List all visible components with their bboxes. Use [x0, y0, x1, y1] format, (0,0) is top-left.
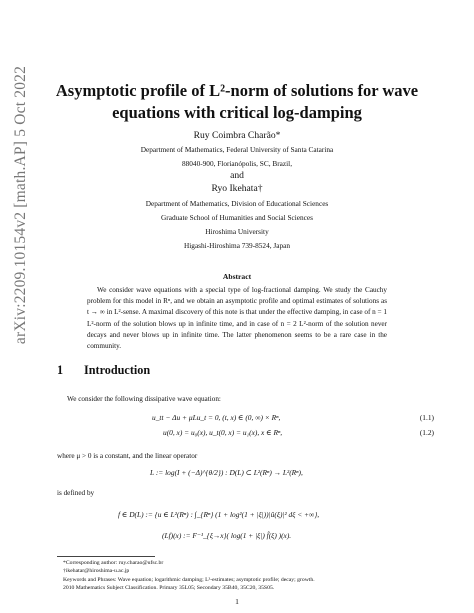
author-1-affiliation-1: Department of Mathematics, Federal University of Santa Catarina [140, 145, 334, 154]
footnote-keywords: Keywords and Phrases: Wave equation; logarithmic damping; L²-estimates; asymptotic profile; decay; growth. [63, 576, 315, 583]
where-sentence: where μ > 0 is a constant, and the linear operator [57, 452, 198, 460]
footnotes [57, 559, 437, 592]
abstract-text: We consider wave equations with a special type of log-fractional damping. We study the Cauchy problem for this model in Rⁿ, and we obtain an asymptotic profile and optimal estimates of solutions as t → ∞ in L²-sense. A maximal discovery of this note is that under the effective damping, in case of n = 1 L²-norm of the solution blows up in infinite time, and in case of n = 2 L²-norm of the solution never decays and never blows up in infinite time. The latter phenomenon seems to be a rare case in the community. [87, 286, 387, 351]
author-2: Ryo Ikehata† [211, 183, 263, 194]
equation-1-2-number: (1.2) [419, 428, 434, 437]
author-2-affiliation-4: Higashi-Hiroshima 739-8524, Japan [184, 241, 290, 250]
page-number: 1 [235, 597, 239, 606]
author-2-affiliation-3: Hiroshima University [205, 227, 269, 236]
footnote-rule [57, 556, 155, 557]
section-title: Introduction [84, 363, 151, 377]
authors-and: and [230, 170, 244, 181]
domain-definition: f ∈ D(L) := {u ∈ L²(Rⁿ) : ∫_{Rⁿ} (1 + log²(1 + |ξ|))|û(ξ)|² dξ < +∞}, [118, 510, 320, 519]
equation-1-1: u_tt − Δu + μLu_t = 0, (t, x) ∈ (0, ∞) × Rⁿ, [152, 413, 281, 422]
equation-1-2: u(0, x) = u₀(x), u_t(0, x) = u₁(x), x ∈ Rⁿ, [163, 428, 283, 437]
footnote-email: †ikehatar@hiroshima-u.ac.jp [63, 568, 130, 575]
arxiv-id: arXiv:2209.10154v2 [math.AP] 5 Oct 2022 [12, 65, 29, 345]
intro-sentence: We consider the following dissipative wave equation: [67, 395, 221, 403]
operator-action: (Lf)(x) := F⁻¹_{ξ→x}( log(1 + |ξ|) f̂(ξ) )(x). [162, 531, 292, 540]
section-heading [57, 363, 150, 378]
defined-by-text: is defined by [57, 489, 95, 497]
section-number: 1 [57, 363, 64, 377]
author-2-affiliation-2: Graduate School of Humanities and Social Sciences [161, 213, 313, 222]
abstract-heading: Abstract [222, 272, 252, 281]
equation-1-1-number: (1.1) [419, 413, 434, 422]
author-2-affiliation-1: Department of Mathematics, Division of Educational Sciences [145, 199, 329, 208]
paper-title [0, 80, 474, 124]
footnote-corresponding-author: *Corresponding author: ruy.charao@ufsc.br [63, 560, 164, 566]
operator-definition: L := log(I + (−Δ)^{θ/2}) : D(L) ⊂ L²(Rⁿ) → L²(Rⁿ), [150, 468, 303, 477]
author-1-affiliation-2: 88040-900, Florianópolis, SC, Brazil, [181, 159, 293, 168]
title-line-1: Asymptotic profile of L²-norm of solutions for wave [55, 81, 419, 100]
title-line-2: equations with critical log-damping [112, 103, 362, 122]
footnote-msc: 2010 Mathematics Subject Classification. Primary 35L05; Secondary 35B40, 35C20, 35S05. [63, 584, 275, 591]
author-1: Ruy Coimbra Charão* [193, 130, 281, 141]
